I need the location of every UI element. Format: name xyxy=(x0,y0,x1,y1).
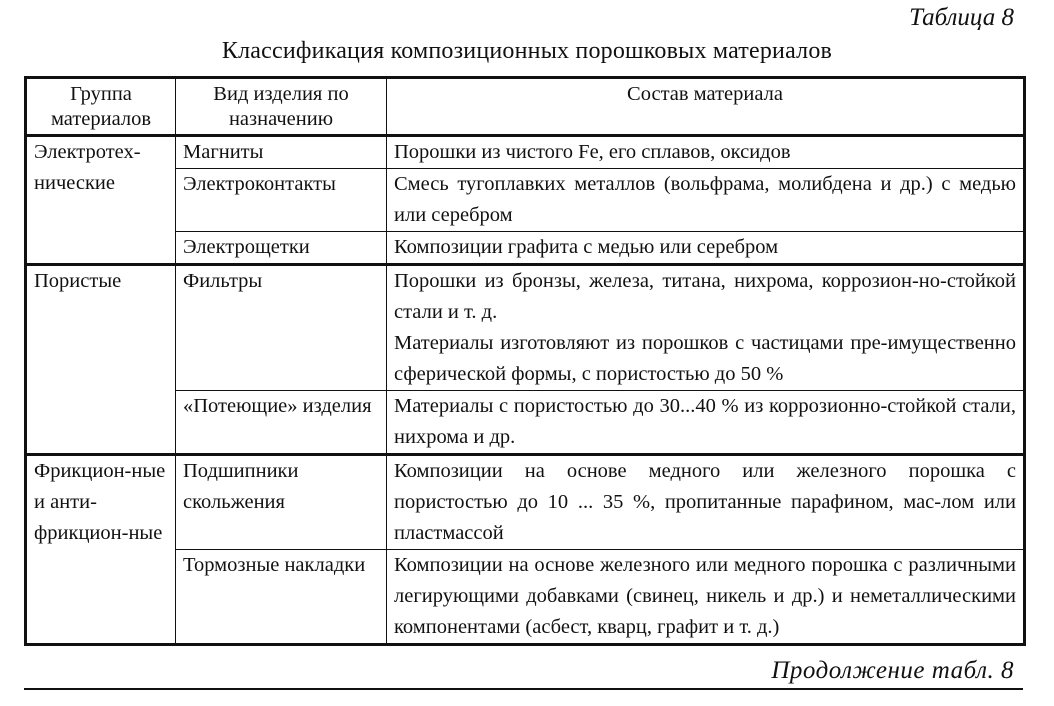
composition-cell: Смесь тугоплавких металлов (вольфрама, молибдена и др.) с медью или серебром xyxy=(387,169,1025,232)
table-label: Таблица 8 xyxy=(909,4,1014,31)
composition-cell: Композиции графита с медью или серебром xyxy=(387,232,1025,265)
bottom-rule xyxy=(24,688,1023,690)
table-row xyxy=(26,455,1025,550)
table-row xyxy=(26,391,1025,455)
product-cell: Электрощетки xyxy=(176,232,387,265)
composition-cell xyxy=(387,265,1025,391)
product-cell: Фильтры xyxy=(176,265,387,391)
product-cell: Магниты xyxy=(176,136,387,169)
header-product: Вид изделия по назначению xyxy=(176,78,387,136)
composition-cell: Композиции на основе железного или медного порошка с различными легирующими добавками (свинец, никель и др.) и неметаллическими компонентами (асбест, кварц, графит и т. д.) xyxy=(387,550,1025,645)
composition-extra-text: Материалы изготовляют из порошков с частицами пре-имущественно сферической формы, с пористостью до 50 % xyxy=(394,332,1016,385)
table-row xyxy=(26,232,1025,265)
table-row xyxy=(26,136,1025,169)
product-cell: Тормозные накладки xyxy=(176,550,387,645)
classification-table xyxy=(24,76,1026,646)
table-row xyxy=(26,265,1025,391)
group-electrotechnical: Электротех-нические xyxy=(26,136,176,265)
composition-text: Порошки из бронзы, железа, титана, нихрома, коррозион-но-стойкой стали и т. д. xyxy=(394,270,1016,323)
header-composition: Состав материала xyxy=(387,78,1025,136)
composition-cell: Композиции на основе медного или железного порошка с пористостью до 10 ... 35 %, пропитанные парафином, мас-лом или пластмассой xyxy=(387,455,1025,550)
composition-cell: Порошки из чистого Fe, его сплавов, оксидов xyxy=(387,136,1025,169)
product-cell: «Потеющие» изделия xyxy=(176,391,387,455)
table-row xyxy=(26,169,1025,232)
product-cell: Электроконтакты xyxy=(176,169,387,232)
header-row xyxy=(26,78,1025,136)
group-porous: Пористые xyxy=(26,265,176,455)
product-cell: Подшипники скольжения xyxy=(176,455,387,550)
composition-cell: Материалы с пористостью до 30...40 % из коррозионно-стойкой стали, нихрома и др. xyxy=(387,391,1025,455)
group-friction: Фрикцион-ные и анти-фрикцион-ные xyxy=(26,455,176,645)
continuation-label: Продолжение табл. 8 xyxy=(771,657,1014,684)
table-row xyxy=(26,550,1025,645)
table-title: Классификация композиционных порошковых материалов xyxy=(221,38,833,64)
header-group: Группа материалов xyxy=(26,78,176,136)
